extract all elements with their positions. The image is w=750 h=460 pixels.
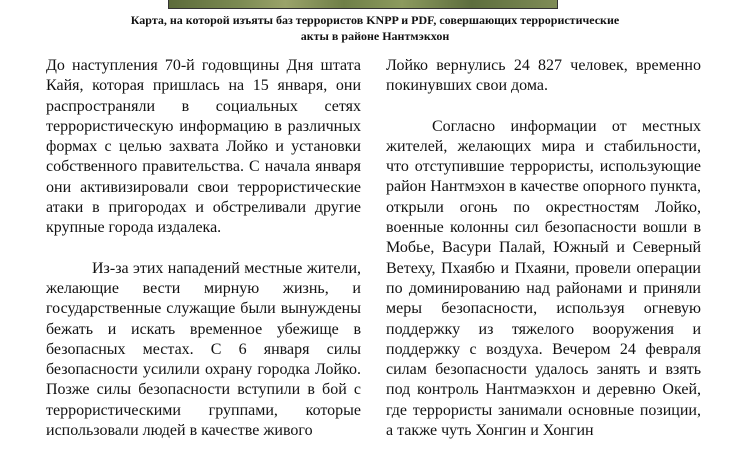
right-paragraph-2: Согласно информации от местных жителей, желающих мира и стабильности, что отступившие террористы, использующие район Нантмэхон в качестве опорного пункта, открыли огонь по окрестностям Лойко, военные колонны сил безопасности вошли в Мобье, Васури Палай, Южный и Северный Ветеху, Пхаябю и Пхаяни, провели операции по доминированию над районами и приняли меры безопасности, используя огневую поддержку из тяжелого вооружения и поддержку с воздуха. Вечером 24 февраля силам безопасности удалось занять и взять под контроль Нантмаэкхон и деревню Окей, где террористы занимали основные позиции, а также чуть Хонгин и Хонгин [386,117,701,440]
right-paragraph-1: Лойко вернулись 24 827 человек, временно покинувших свои дома. [386,57,701,95]
left-column [46,56,361,441]
right-column [386,56,701,441]
map-caption: Карта, на которой изъяты баз террористов KNPP и PDF, совершающих террористические акты в районе Нантмэкхон [130,13,620,43]
map-image [168,0,558,9]
left-paragraph-2: Из-за этих нападений местные жители, желающие вести мирную жизнь, и государственные служащие были вынуждены бежать и искать временное убежище в безопасных местах. С 6 января силы безопасности усилили охрану городка Лойко. Позже силы безопасности вступили в бой с террористическими группами, которые использовали людей в качестве живого [46,259,361,440]
left-paragraph-1: До наступления 70-й годовщины Дня штата Кайя, которая пришлась на 15 января, они распространяли в социальных сетях террористическую информацию в различных формах с целью захвата Лойко и установки собственного правительства. С начала января они активизировали свои террористические атаки в пригородах и обстреливали другие крупные города издалека. [46,57,361,237]
